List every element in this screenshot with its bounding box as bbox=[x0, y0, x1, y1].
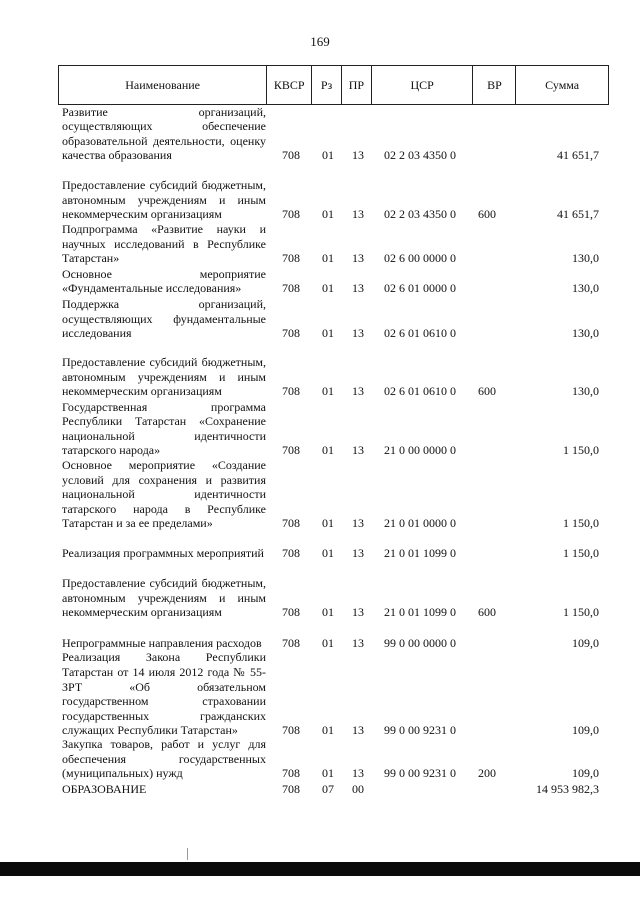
row-pr: 13 bbox=[352, 281, 364, 296]
row-csr: 99 0 00 9231 0 bbox=[384, 766, 456, 781]
scan-mark bbox=[187, 848, 188, 860]
row-name: Поддержка организаций, осуществляющих фундаментальные исследования bbox=[62, 297, 266, 341]
row-kvsr: 708 bbox=[282, 384, 300, 399]
row-rz: 01 bbox=[322, 766, 334, 781]
row-kvsr: 708 bbox=[282, 766, 300, 781]
table-row bbox=[58, 341, 609, 399]
table-row bbox=[58, 164, 609, 222]
header-pr: ПР bbox=[342, 66, 372, 104]
row-sum: 1 150,0 bbox=[563, 605, 599, 620]
table-header bbox=[58, 65, 609, 105]
row-rz: 01 bbox=[322, 723, 334, 738]
header-rz: Рз bbox=[312, 66, 342, 104]
row-kvsr: 708 bbox=[282, 281, 300, 296]
row-kvsr: 708 bbox=[282, 443, 300, 458]
table-row bbox=[58, 621, 609, 651]
row-pr: 13 bbox=[352, 326, 364, 341]
row-rz: 01 bbox=[322, 443, 334, 458]
row-vr: 600 bbox=[478, 605, 496, 620]
row-csr: 21 0 00 0000 0 bbox=[384, 443, 456, 458]
row-pr: 13 bbox=[352, 605, 364, 620]
row-name: Предоставление субсидий бюджетным, автономным учреждениям и иным некоммерческим организациям bbox=[62, 355, 266, 399]
table-row bbox=[58, 738, 609, 781]
row-kvsr: 708 bbox=[282, 251, 300, 266]
row-pr: 13 bbox=[352, 636, 364, 651]
row-name: Реализация программных мероприятий bbox=[62, 546, 264, 561]
row-name: Подпрограмма «Развитие науки и научных исследований в Республике Татарстан» bbox=[62, 222, 266, 266]
row-pr: 13 bbox=[352, 766, 364, 781]
row-csr: 21 0 01 0000 0 bbox=[384, 516, 456, 531]
row-sum: 130,0 bbox=[572, 326, 599, 341]
row-name: Предоставление субсидий бюджетным, автономным учреждениям и иным некоммерческим организациям bbox=[62, 576, 266, 620]
row-csr: 02 6 01 0610 0 bbox=[384, 326, 456, 341]
row-kvsr: 708 bbox=[282, 546, 300, 561]
row-sum: 130,0 bbox=[572, 251, 599, 266]
row-pr: 00 bbox=[352, 782, 364, 797]
row-vr: 600 bbox=[478, 384, 496, 399]
row-rz: 01 bbox=[322, 281, 334, 296]
row-vr: 200 bbox=[478, 766, 496, 781]
row-csr: 02 2 03 4350 0 bbox=[384, 207, 456, 222]
row-name: Закупка товаров, работ и услуг для обеспечения государственных (муниципальных) нужд bbox=[62, 737, 266, 781]
row-csr: 02 6 01 0000 0 bbox=[384, 281, 456, 296]
row-pr: 13 bbox=[352, 207, 364, 222]
table-row bbox=[58, 531, 609, 561]
row-name: Развитие организаций, осуществляющих обеспечение образовательной деятельности, оценку качества образования bbox=[62, 104, 266, 163]
row-kvsr: 708 bbox=[282, 782, 300, 797]
row-pr: 13 bbox=[352, 516, 364, 531]
table-row bbox=[58, 296, 609, 341]
table-row bbox=[58, 781, 609, 797]
row-csr: 21 0 01 1099 0 bbox=[384, 605, 456, 620]
row-sum: 41 651,7 bbox=[557, 207, 599, 222]
row-pr: 13 bbox=[352, 723, 364, 738]
row-sum: 109,0 bbox=[572, 636, 599, 651]
row-kvsr: 708 bbox=[282, 516, 300, 531]
row-rz: 01 bbox=[322, 148, 334, 163]
row-name: Непрограммные направления расходов bbox=[62, 636, 262, 651]
row-csr: 02 2 03 4350 0 bbox=[384, 148, 456, 163]
table-row bbox=[58, 400, 609, 458]
row-pr: 13 bbox=[352, 251, 364, 266]
page-number: 169 bbox=[310, 34, 330, 49]
header-name: Наименование bbox=[59, 66, 267, 104]
row-name: ОБРАЗОВАНИЕ bbox=[62, 782, 147, 797]
header-csr: ЦСР bbox=[372, 66, 474, 104]
row-csr: 21 0 01 1099 0 bbox=[384, 546, 456, 561]
row-rz: 01 bbox=[322, 326, 334, 341]
row-sum: 130,0 bbox=[572, 281, 599, 296]
row-rz: 01 bbox=[322, 636, 334, 651]
row-pr: 13 bbox=[352, 148, 364, 163]
row-kvsr: 708 bbox=[282, 326, 300, 341]
row-sum: 1 150,0 bbox=[563, 516, 599, 531]
row-rz: 07 bbox=[322, 782, 334, 797]
header-sum: Сумма bbox=[545, 77, 580, 92]
scan-border bbox=[0, 862, 640, 876]
row-rz: 01 bbox=[322, 207, 334, 222]
row-kvsr: 708 bbox=[282, 207, 300, 222]
table-row bbox=[58, 266, 609, 296]
row-rz: 01 bbox=[322, 384, 334, 399]
row-sum: 41 651,7 bbox=[557, 148, 599, 163]
row-rz: 01 bbox=[322, 546, 334, 561]
row-sum: 109,0 bbox=[572, 723, 599, 738]
row-csr: 99 0 00 9231 0 bbox=[384, 723, 456, 738]
table-row bbox=[58, 222, 609, 266]
row-pr: 13 bbox=[352, 443, 364, 458]
table-row bbox=[58, 458, 609, 531]
row-sum: 130,0 bbox=[572, 384, 599, 399]
row-vr: 600 bbox=[478, 207, 496, 222]
row-name: Основное мероприятие «Фундаментальные исследования» bbox=[62, 266, 266, 296]
row-sum: 1 150,0 bbox=[563, 443, 599, 458]
row-rz: 01 bbox=[322, 605, 334, 620]
row-name: Основное мероприятие «Создание условий для сохранения и развития национальной идентичности татарского народа в Республике Татарстан и за ее пределами» bbox=[62, 458, 266, 531]
row-csr: 02 6 00 0000 0 bbox=[384, 251, 456, 266]
table-row bbox=[58, 105, 609, 163]
row-kvsr: 708 bbox=[282, 605, 300, 620]
row-pr: 13 bbox=[352, 384, 364, 399]
row-sum: 1 150,0 bbox=[563, 546, 599, 561]
row-csr: 99 0 00 0000 0 bbox=[384, 636, 456, 651]
row-name: Реализация Закона Республики Татарстан от 14 июля 2012 года № 55-ЗРТ «Об обязательном государственном страховании государственных гражданских служащих Республики Татарстан» bbox=[62, 650, 266, 738]
row-name: Предоставление субсидий бюджетным, автономным учреждениям и иным некоммерческим организациям bbox=[62, 178, 266, 222]
row-sum: 109,0 bbox=[572, 766, 599, 781]
row-rz: 01 bbox=[322, 516, 334, 531]
row-csr: 02 6 01 0610 0 bbox=[384, 384, 456, 399]
header-vr: ВР bbox=[473, 66, 516, 104]
row-kvsr: 708 bbox=[282, 636, 300, 651]
row-kvsr: 708 bbox=[282, 723, 300, 738]
row-rz: 01 bbox=[322, 251, 334, 266]
row-pr: 13 bbox=[352, 546, 364, 561]
row-sum: 14 953 982,3 bbox=[536, 782, 599, 797]
row-name: Государственная программа Республики Татарстан «Сохранение национальной идентичности татарского народа» bbox=[62, 399, 266, 458]
table-row bbox=[58, 562, 609, 620]
table-row bbox=[58, 651, 609, 738]
header-kvsr: КВСР bbox=[267, 66, 312, 104]
row-kvsr: 708 bbox=[282, 148, 300, 163]
